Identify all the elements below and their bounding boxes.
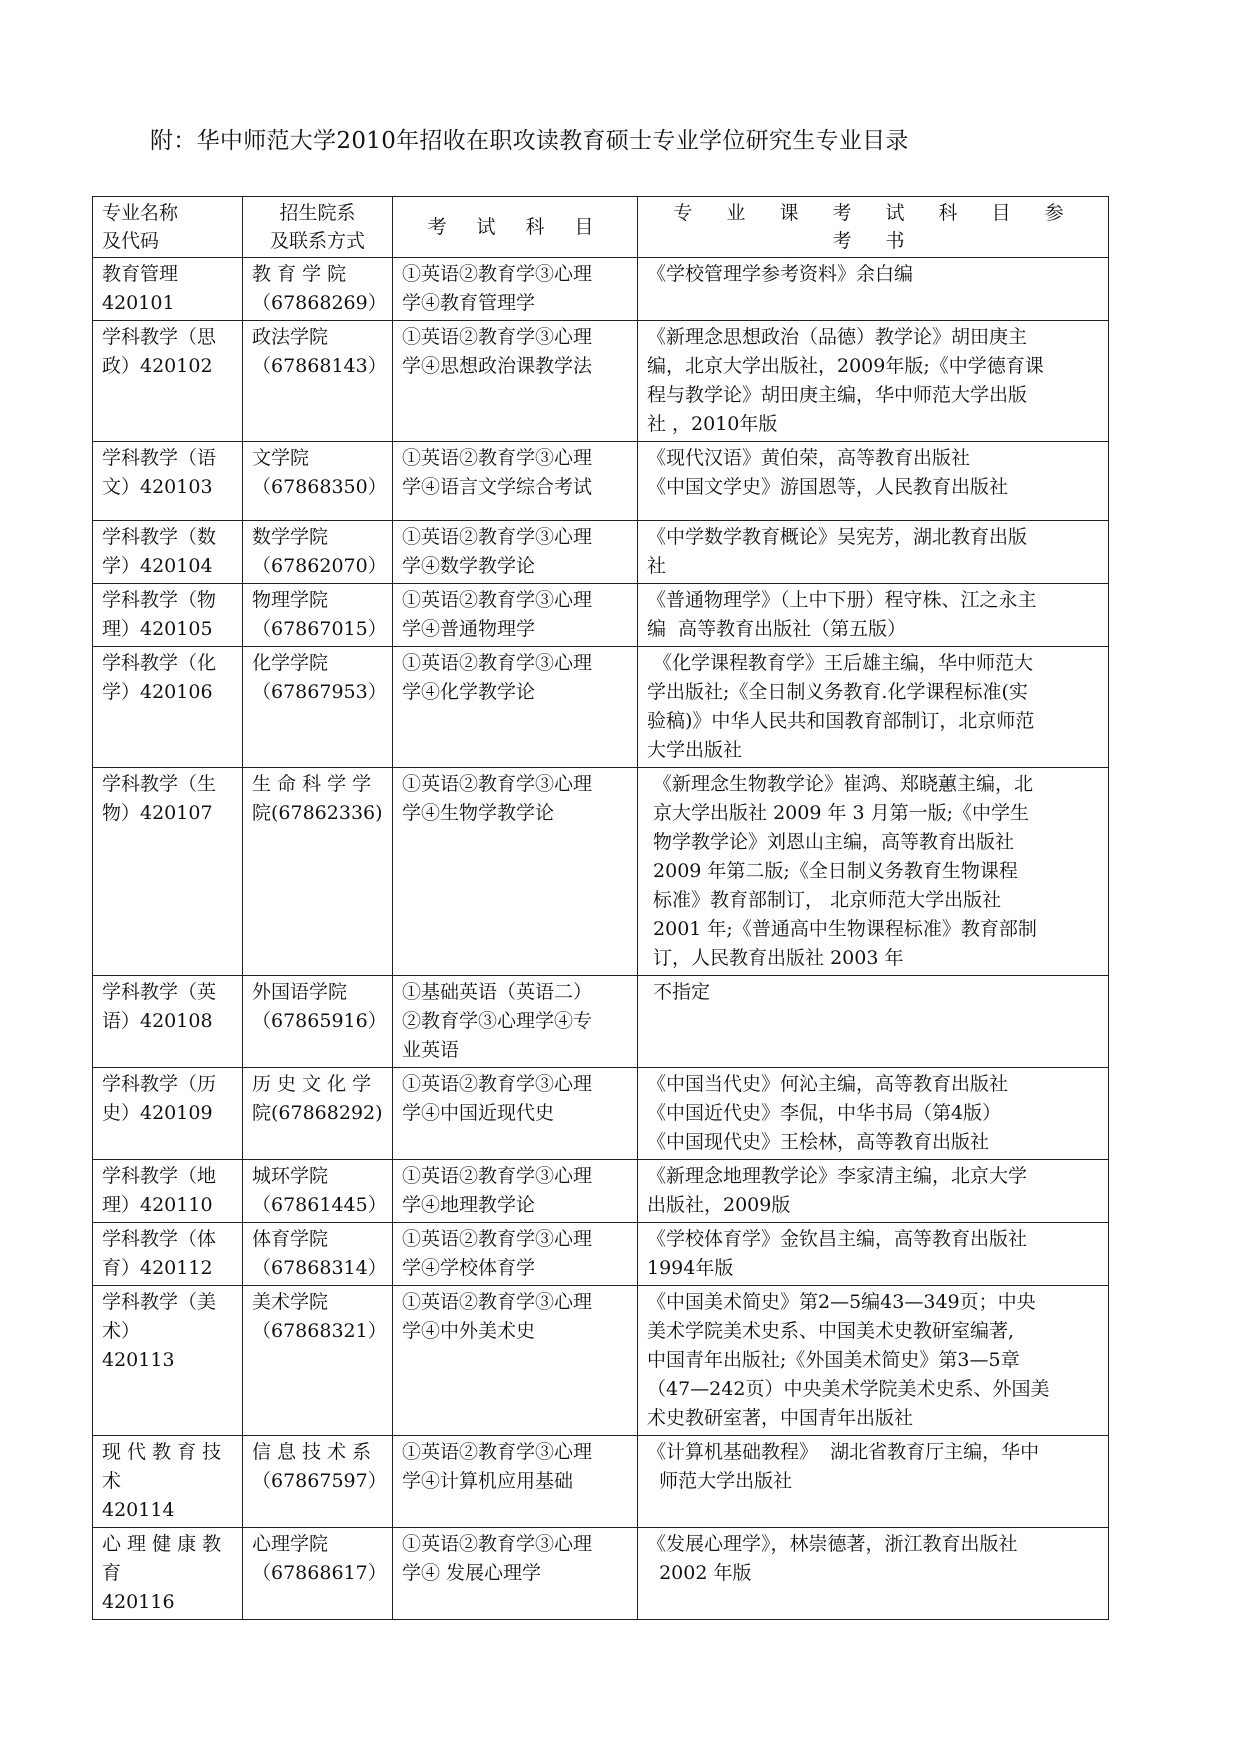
major-line: 420101 (102, 292, 175, 314)
books-line: 不指定 (647, 981, 711, 1003)
books-line: 《新理念生物教学论》崔鸿、郑晓蕙主编，北 (647, 773, 1034, 795)
exam-line: ①英语②教育学③心理 (402, 1073, 593, 1095)
table-body (93, 258, 1109, 1620)
major-line: 教育管理 (102, 263, 179, 285)
cell-books (638, 768, 1109, 976)
cell-books (638, 521, 1109, 584)
major-line: 史）420109 (102, 1102, 213, 1124)
cell-exam (393, 1286, 638, 1436)
cell-books (638, 321, 1109, 442)
major-line: 学科教学（物 (102, 589, 217, 611)
books-line: 《中国当代史》何沁主编，高等教育出版社 (647, 1073, 1009, 1095)
dept-line: （67868143） (252, 355, 387, 377)
major-line: 420116 (102, 1591, 175, 1613)
dept-line: 外国语学院 (252, 981, 348, 1003)
cell-books (638, 647, 1109, 768)
exam-line: 学④中国近现代史 (402, 1102, 555, 1124)
books-line: 《普通物理学》（上中下册）程守株、江之永主 (647, 589, 1037, 611)
header-dept (243, 197, 393, 258)
books-line: 《化学课程教育学》王后雄主编，华中师范大 (647, 652, 1034, 674)
dept-line: （67867953） (252, 681, 387, 703)
major-line: 理）420110 (102, 1194, 213, 1216)
major-line: 420114 (102, 1499, 175, 1521)
cell-exam (393, 1068, 638, 1160)
exam-line: 学④ 发展心理学 (402, 1562, 542, 1584)
cell-major (93, 1160, 243, 1223)
dept-line: （67867597） (252, 1470, 387, 1492)
dept-line: 数学学院 (252, 526, 329, 548)
books-line: 《中国近代史》李侃，中华书局（第4版） (647, 1102, 1002, 1124)
dept-line: 文学院 (252, 447, 310, 469)
dept-line: （67868314） (252, 1257, 387, 1279)
books-line: 物学教学论》刘恩山主编，高等教育出版社 (647, 831, 1015, 853)
major-line: 理）420105 (102, 618, 213, 640)
major-line: 学科教学（语 (102, 447, 217, 469)
major-line: 学科教学（数 (102, 526, 217, 548)
dept-line: （67865916） (252, 1010, 387, 1032)
books-line: （47—242页）中央美术学院美术史系、外国美 (647, 1378, 1050, 1400)
major-line: 学科教学（地 (102, 1165, 217, 1187)
major-line: 心 理 健 康 教 (102, 1533, 222, 1555)
table-row (93, 647, 1109, 768)
cell-books (638, 976, 1109, 1068)
books-line: 社 ，2010年版 (647, 413, 778, 435)
books-line: 师范大学出版社 (647, 1470, 793, 1492)
major-line: 学科教学（英 (102, 981, 217, 1003)
books-line: 《中国现代史》王桧林，高等教育出版社 (647, 1131, 990, 1153)
exam-line: ①英语②教育学③心理 (402, 326, 593, 348)
dept-line: （67868350） (252, 476, 387, 498)
table-row (93, 976, 1109, 1068)
cell-major (93, 442, 243, 521)
books-line: 《中国文学史》游国恩等，人民教育出版社 (647, 476, 1009, 498)
exam-line: 学④化学教学论 (402, 681, 536, 703)
exam-line: 学④语言文学综合考试 (402, 476, 593, 498)
cell-dept (243, 1160, 393, 1223)
cell-dept (243, 1286, 393, 1436)
dept-line: 体育学院 (252, 1228, 329, 1250)
exam-line: ②教育学③心理学④专 (402, 1010, 593, 1032)
exam-line: 学④普通物理学 (402, 618, 536, 640)
exam-line: 学④思想政治课教学法 (402, 355, 593, 377)
major-line: 学科教学（美 (102, 1291, 217, 1313)
major-line: 学科教学（历 (102, 1073, 217, 1095)
exam-line: 学④地理教学论 (402, 1194, 536, 1216)
cell-major (93, 1068, 243, 1160)
table-row (93, 442, 1109, 521)
cell-major (93, 1223, 243, 1286)
books-line: 编 高等教育出版社（第五版） (647, 618, 907, 640)
cell-exam (393, 321, 638, 442)
header-dept-line: 及联系方式 (269, 230, 365, 252)
cell-exam (393, 258, 638, 321)
cell-major (93, 768, 243, 976)
major-line: 420113 (102, 1349, 175, 1371)
dept-line: 美术学院 (252, 1291, 329, 1313)
books-line: 程与教学论》胡田庚主编，华中师范大学出版 (647, 384, 1028, 406)
exam-line: ①英语②教育学③心理 (402, 773, 593, 795)
cell-books (638, 584, 1109, 647)
cell-dept (243, 521, 393, 584)
cell-exam (393, 1528, 638, 1620)
cell-dept (243, 647, 393, 768)
table-row (93, 1068, 1109, 1160)
cell-exam (393, 647, 638, 768)
books-line: 《现代汉语》黄伯荣，高等教育出版社 (647, 447, 971, 469)
major-line: 术） (102, 1320, 141, 1342)
table-row (93, 1436, 1109, 1528)
cell-dept (243, 321, 393, 442)
cell-exam (393, 1223, 638, 1286)
dept-line: 教 育 学 院 (252, 263, 347, 285)
major-line: 现 代 教 育 技 (102, 1441, 222, 1463)
cell-exam (393, 1160, 638, 1223)
cell-dept (243, 1068, 393, 1160)
exam-line: ①英语②教育学③心理 (402, 1441, 593, 1463)
major-line: 物）420107 (102, 802, 213, 824)
dept-line: 城环学院 (252, 1165, 329, 1187)
dept-line: 信 息 技 术 系 (252, 1441, 372, 1463)
major-line: 学科教学（思 (102, 326, 217, 348)
exam-line: ①英语②教育学③心理 (402, 447, 593, 469)
header-books: 专 业 课 考 试 科 目 参 考 书 (638, 197, 1109, 258)
books-line: 术史教研室著，中国青年出版社 (647, 1407, 914, 1429)
dept-line: （67861445） (252, 1194, 387, 1216)
cell-dept (243, 976, 393, 1068)
books-line: 《新理念地理教学论》李家清主编，北京大学 (647, 1165, 1028, 1187)
cell-exam (393, 768, 638, 976)
books-line: 京大学出版社 2009 年 3 月第一版;《中学生 (647, 802, 1030, 824)
books-line: 大学出版社 (647, 739, 743, 761)
major-line: 学）420106 (102, 681, 213, 703)
cell-major (93, 1286, 243, 1436)
books-line: 订，人民教育出版社 2003 年 (647, 947, 904, 969)
dept-line: 院(67868292) (252, 1102, 383, 1124)
cell-books (638, 1286, 1109, 1436)
books-line: 学出版社;《全日制义务教育.化学课程标准(实 (647, 681, 1028, 703)
books-line: 《中学数学教育概论》吴宪芳，湖北教育出版 (647, 526, 1028, 548)
dept-line: （67868617） (252, 1562, 387, 1584)
books-line: 2001 年;《普通高中生物课程标准》教育部制 (647, 918, 1037, 940)
cell-books (638, 1528, 1109, 1620)
major-line: 政）420102 (102, 355, 213, 377)
dept-line: （67867015） (252, 618, 387, 640)
books-line: 《计算机基础教程》 湖北省教育厅主编，华中 (647, 1441, 1040, 1463)
exam-line: 学④教育管理学 (402, 292, 536, 314)
header-major (93, 197, 243, 258)
major-line: 术 (102, 1470, 122, 1492)
exam-line: ①英语②教育学③心理 (402, 526, 593, 548)
dept-line: 生 命 科 学 学 (252, 773, 372, 795)
exam-line: ①英语②教育学③心理 (402, 652, 593, 674)
table-row (93, 768, 1109, 976)
major-line: 学科教学（体 (102, 1228, 217, 1250)
cell-major (93, 258, 243, 321)
page-title: 附：华中师范大学2010年招收在职攻读教育硕士专业学位研究生专业目录 (150, 128, 909, 154)
header-major-line: 专业名称 (102, 202, 179, 224)
cell-exam (393, 584, 638, 647)
books-line: 《中国美术简史》第2—5编43—349页；中央 (647, 1291, 1036, 1313)
cell-dept (243, 1436, 393, 1528)
dept-line: 院(67862336) (252, 802, 383, 824)
table-row (93, 584, 1109, 647)
cell-major (93, 647, 243, 768)
cell-books (638, 1160, 1109, 1223)
dept-line: （67868321） (252, 1320, 387, 1342)
table-row (93, 258, 1109, 321)
exam-line: 学④计算机应用基础 (402, 1470, 574, 1492)
table-row (93, 1223, 1109, 1286)
cell-dept (243, 768, 393, 976)
exam-line: 学④中外美术史 (402, 1320, 536, 1342)
dept-line: 政法学院 (252, 326, 329, 348)
exam-line: ①英语②教育学③心理 (402, 1228, 593, 1250)
dept-line: 历 史 文 化 学 (252, 1073, 372, 1095)
books-line: 《发展心理学》，林崇德著，浙江教育出版社 (647, 1533, 1018, 1555)
books-line: 美术学院美术史系、中国美术史教研室编著, (647, 1320, 1015, 1342)
cell-dept (243, 1223, 393, 1286)
dept-line: 化学学院 (252, 652, 329, 674)
books-line: 验稿)》中华人民共和国教育部制订，北京师范 (647, 710, 1035, 732)
exam-line: ①英语②教育学③心理 (402, 263, 593, 285)
dept-line: （67862070） (252, 555, 387, 577)
cell-dept (243, 1528, 393, 1620)
exam-line: ①英语②教育学③心理 (402, 589, 593, 611)
exam-line: ①英语②教育学③心理 (402, 1291, 593, 1313)
books-line: 中国青年出版社;《外国美术简史》第3—5章 (647, 1349, 1020, 1371)
header-major-line: 及代码 (102, 230, 160, 252)
major-line: 学科教学（化 (102, 652, 217, 674)
cell-dept (243, 584, 393, 647)
dept-line: （67868269） (252, 292, 387, 314)
books-line: 2002 年版 (647, 1562, 752, 1584)
cell-books (638, 1223, 1109, 1286)
dept-line: 心理学院 (252, 1533, 329, 1555)
table-header-row (93, 197, 1109, 258)
header-exam: 考 试 科 目 (393, 197, 638, 258)
cell-books (638, 442, 1109, 521)
cell-major (93, 521, 243, 584)
books-line: 社 (647, 555, 667, 577)
cell-exam (393, 976, 638, 1068)
books-line: 1994年版 (647, 1257, 734, 1279)
exam-line: ①英语②教育学③心理 (402, 1533, 593, 1555)
header-dept-line: 招生院系 (279, 202, 356, 224)
books-line: 编，北京大学出版社，2009年版;《中学德育课 (647, 355, 1044, 377)
books-line: 《新理念思想政治（品德）教学论》胡田庚主 (647, 326, 1028, 348)
exam-line: 学④数学教学论 (402, 555, 536, 577)
exam-line: 学④生物学教学论 (402, 802, 555, 824)
table-row (93, 1528, 1109, 1620)
major-line: 语）420108 (102, 1010, 213, 1032)
books-line: 标准》教育部制订， 北京师范大学出版社 (647, 889, 1002, 911)
cell-major (93, 1528, 243, 1620)
table-row (93, 1160, 1109, 1223)
cell-exam (393, 442, 638, 521)
cell-dept (243, 258, 393, 321)
cell-major (93, 321, 243, 442)
major-line: 文）420103 (102, 476, 213, 498)
books-line: 2009 年第二版;《全日制义务教育生物课程 (647, 860, 1018, 882)
table-row (93, 521, 1109, 584)
major-line: 学）420104 (102, 555, 213, 577)
exam-line: 学④学校体育学 (402, 1257, 536, 1279)
cell-exam (393, 521, 638, 584)
cell-dept (243, 442, 393, 521)
books-line: 出版社，2009版 (647, 1194, 791, 1216)
cell-books (638, 258, 1109, 321)
dept-line: 物理学院 (252, 589, 329, 611)
exam-line: ①英语②教育学③心理 (402, 1165, 593, 1187)
books-line: 《学校管理学参考资料》余白编 (647, 263, 914, 285)
table-row (93, 321, 1109, 442)
books-line: 《学校体育学》金钦昌主编，高等教育出版社 (647, 1228, 1028, 1250)
table-row (93, 1286, 1109, 1436)
exam-line: 业英语 (402, 1039, 460, 1061)
program-catalog-table (92, 196, 1109, 1620)
exam-line: ①基础英语（英语二） (402, 981, 593, 1003)
cell-major (93, 976, 243, 1068)
cell-major (93, 584, 243, 647)
cell-exam (393, 1436, 638, 1528)
cell-books (638, 1068, 1109, 1160)
cell-books (638, 1436, 1109, 1528)
major-line: 育 (102, 1562, 122, 1584)
cell-major (93, 1436, 243, 1528)
major-line: 学科教学（生 (102, 773, 217, 795)
major-line: 育）420112 (102, 1257, 213, 1279)
